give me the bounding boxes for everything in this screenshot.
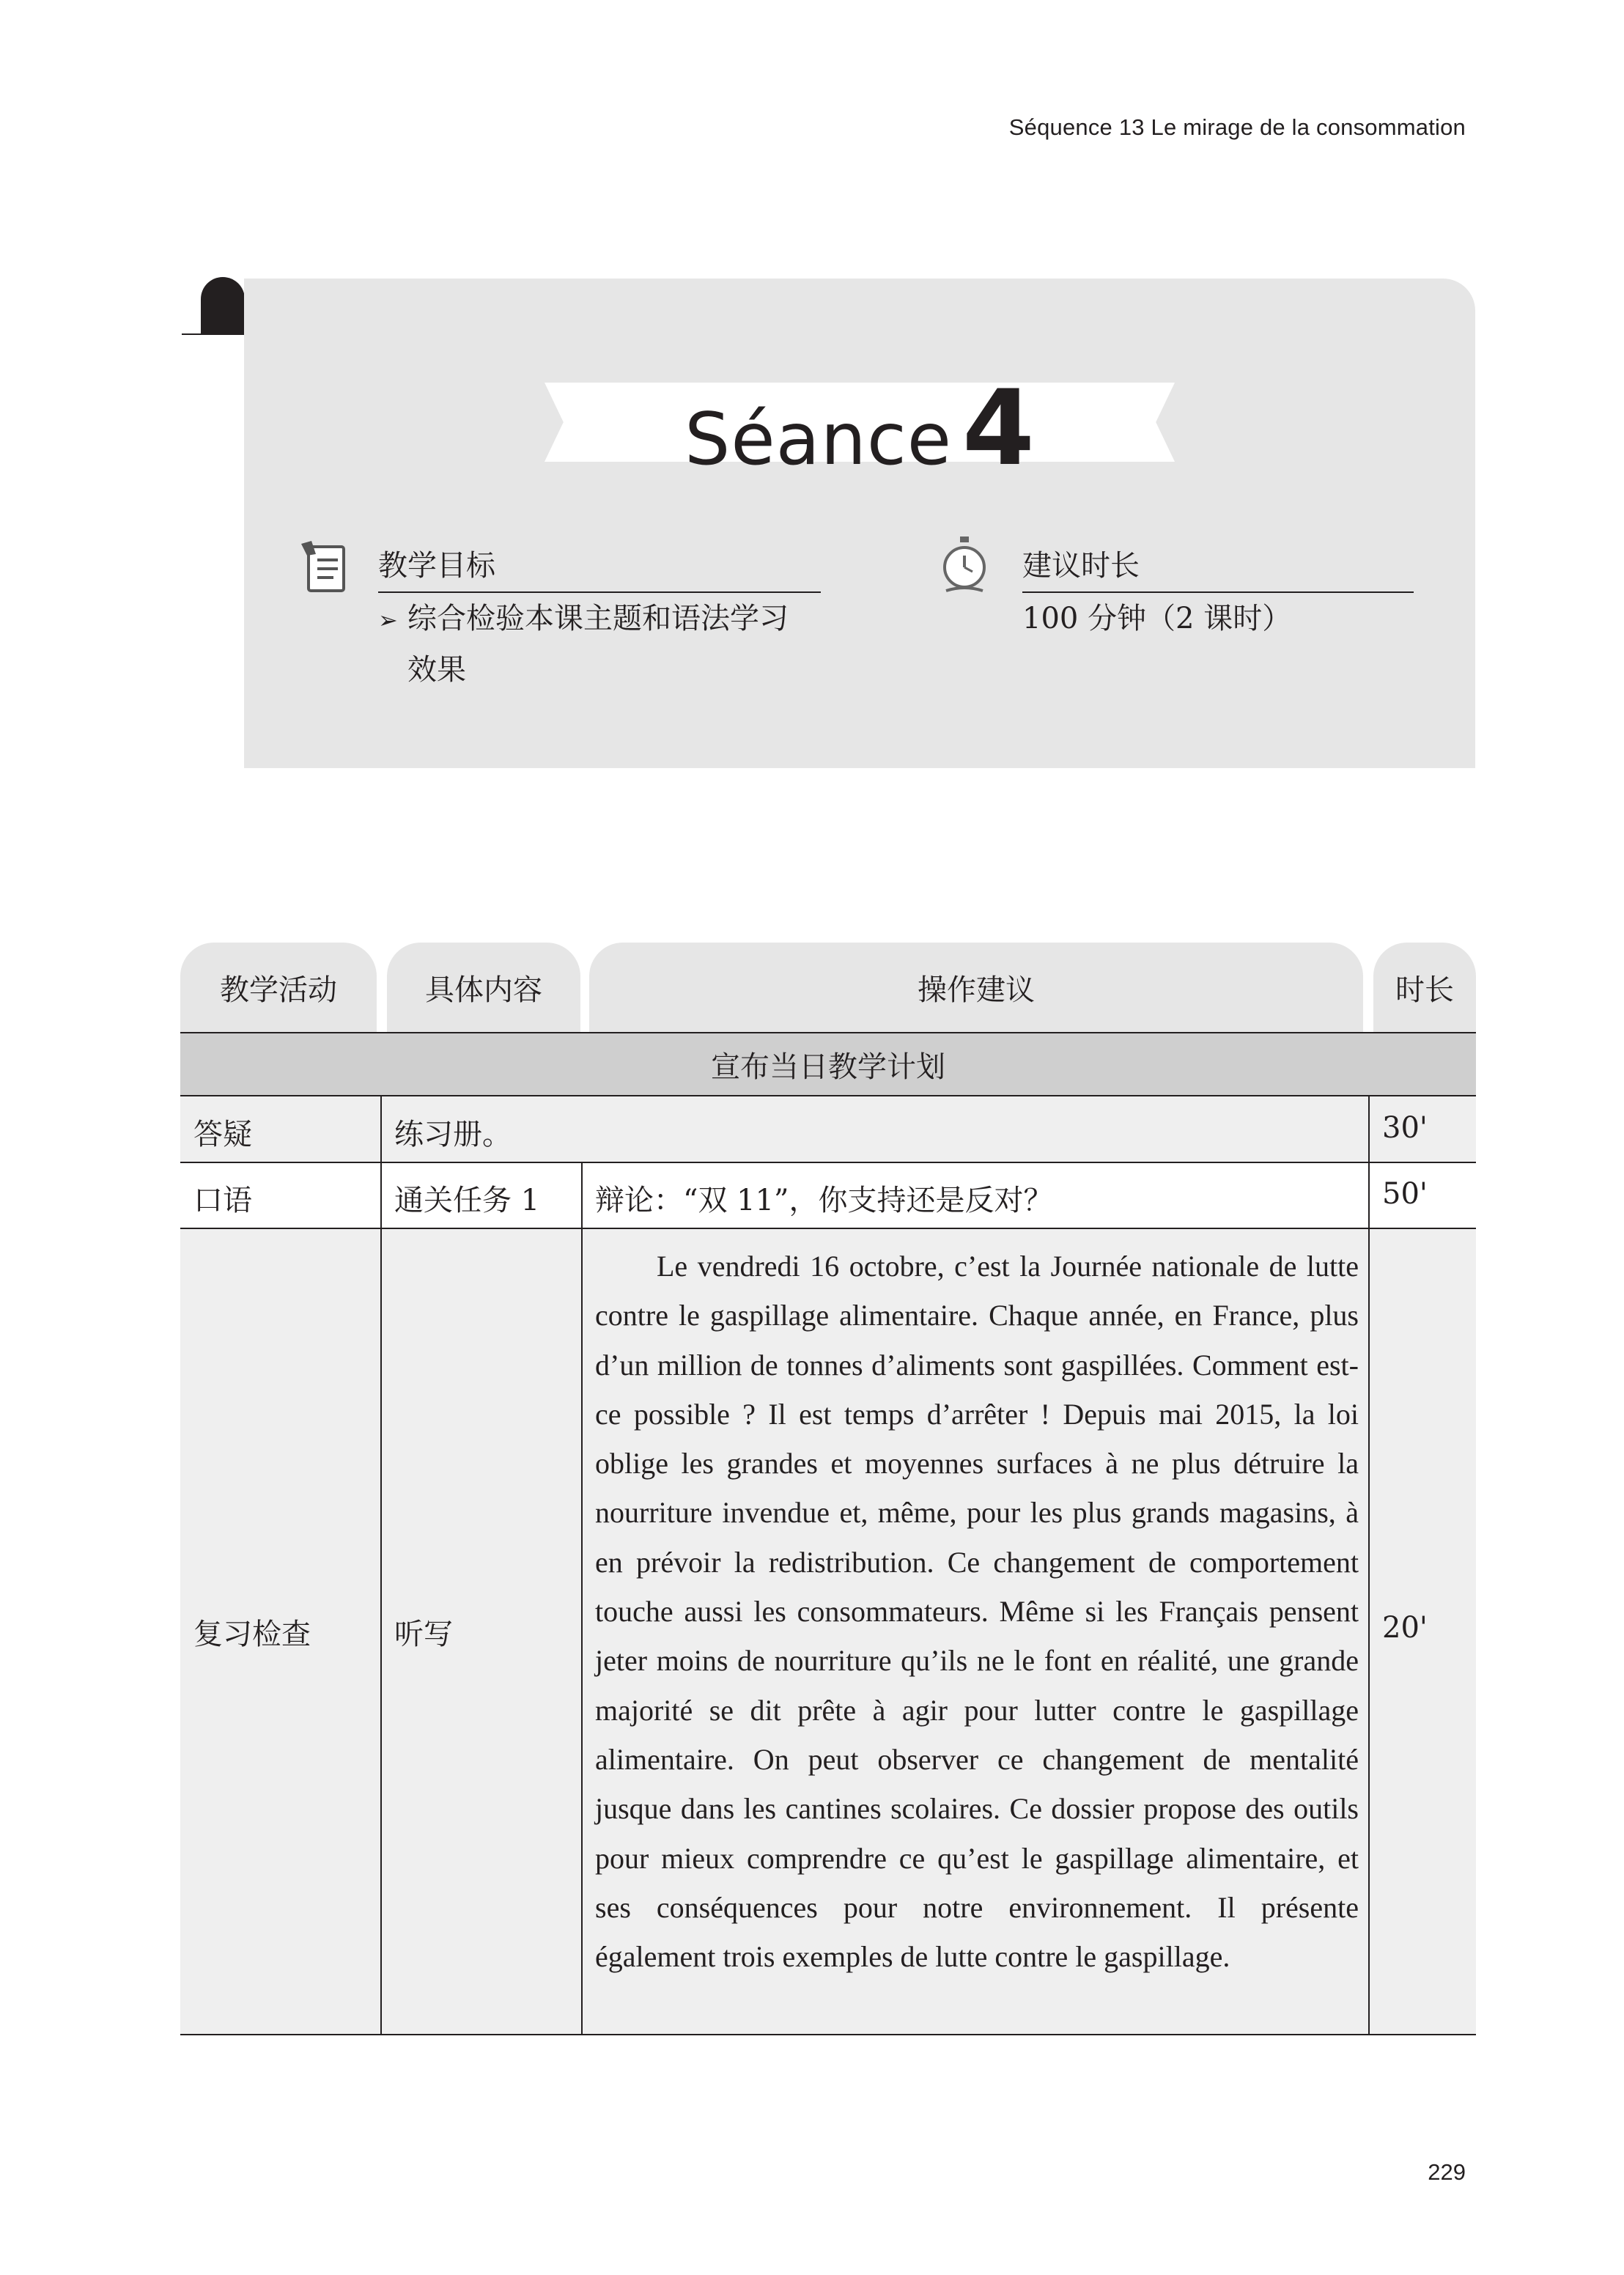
cell-duration [1369,1096,1476,1162]
seance-title [545,368,1175,489]
cell-content-text: 听写 [394,1618,453,1651]
cell-content [381,1162,582,1228]
bookmark-tab-line [182,333,245,335]
cell-content-text: 通关任务 1 [394,1184,540,1217]
objective-notebook-icon [300,539,350,594]
row-divider [180,1162,1476,1163]
duration-heading: 建议时长 [1022,542,1414,593]
cell-content [381,1228,582,2035]
dictation-text: Le vendredi 16 octobre, c’est la Journée nationale de lutte contre le gaspillage alimentaire. Chaque année, en France, plus d’un million de tonnes d’aliments sont gaspillées. Comment est-ce possible ? Il est temps d’arrêter ! Depuis mai 2015, la loi oblige les grandes et moyennes surfaces à ne plus détruire la nourriture invendue et, même, pour les plus grands magasins, à en prévoir la redistribution. Ce changement de comportement touche aussi les consommateurs. Même si les Français pensent jeter moins de nourriture qu’ils ne le font en réalité, une grande majorité se dit prête à agir pour lutter contre le gaspillage alimentaire. On peut observer ce changement de mentalité jusque dans les cantines scolaires. Ce dossier propose des outils pour mieux comprendre ce qu’est le gaspillage alimentaire, et ses conséquences pour notre environnement. Il présente également trois exemples de lutte contre le gaspillage. [595,1250,1359,1974]
cell-activity-text: 口语 [193,1184,252,1217]
cell-duration [1369,1228,1476,2035]
cell-content [381,1096,1369,1162]
cell-suggestion [582,1162,1369,1228]
cell-duration [1369,1162,1476,1228]
column-divider [581,1162,583,2035]
duration-value: 100 分钟（2 课时） [1022,602,1292,635]
goal-item-line1: 综合检验本课主题和语法学习 [407,602,789,635]
bookmark-tab-decoration [201,277,245,334]
cell-duration-text: 20' [1382,1611,1428,1645]
row-divider [180,1228,1476,1229]
goal-item [378,594,833,695]
plan-row: 宣布当日教学计划 [180,1032,1476,1096]
column-header-content: 具体内容 [387,943,580,1032]
cell-duration-text: 50' [1382,1177,1428,1211]
goal-item-line2: 效果 [407,653,466,687]
column-divider [1368,1096,1370,2035]
cell-activity-text: 答疑 [193,1118,252,1151]
seance-banner [244,279,1475,768]
goal-heading: 教学目标 [378,542,821,593]
column-divider [380,1096,382,2035]
seance-word: Séance [684,398,953,482]
cell-content-text: 练习册。 [394,1118,512,1151]
running-header: Séquence 13 Le mirage de la consommation [1008,114,1466,140]
cell-activity [180,1162,381,1228]
cell-suggestion-text: 辩论：“双 11”，你支持还是反对？ [595,1184,1053,1217]
cell-activity [180,1096,381,1162]
cell-duration-text: 30' [1382,1111,1428,1145]
seance-number: 4 [962,368,1035,489]
column-header-duration: 时长 [1373,943,1476,1032]
stopwatch-icon [939,535,990,595]
column-header-activity: 教学活动 [180,943,377,1032]
page-number: 229 [1428,2159,1466,2185]
cell-activity-text: 复习检查 [193,1618,311,1651]
column-header-suggestion: 操作建议 [589,943,1363,1032]
arrow-bullet-icon: ➢ [378,606,398,634]
cell-activity [180,1228,381,2035]
table-bottom-rule [180,2034,1476,2035]
